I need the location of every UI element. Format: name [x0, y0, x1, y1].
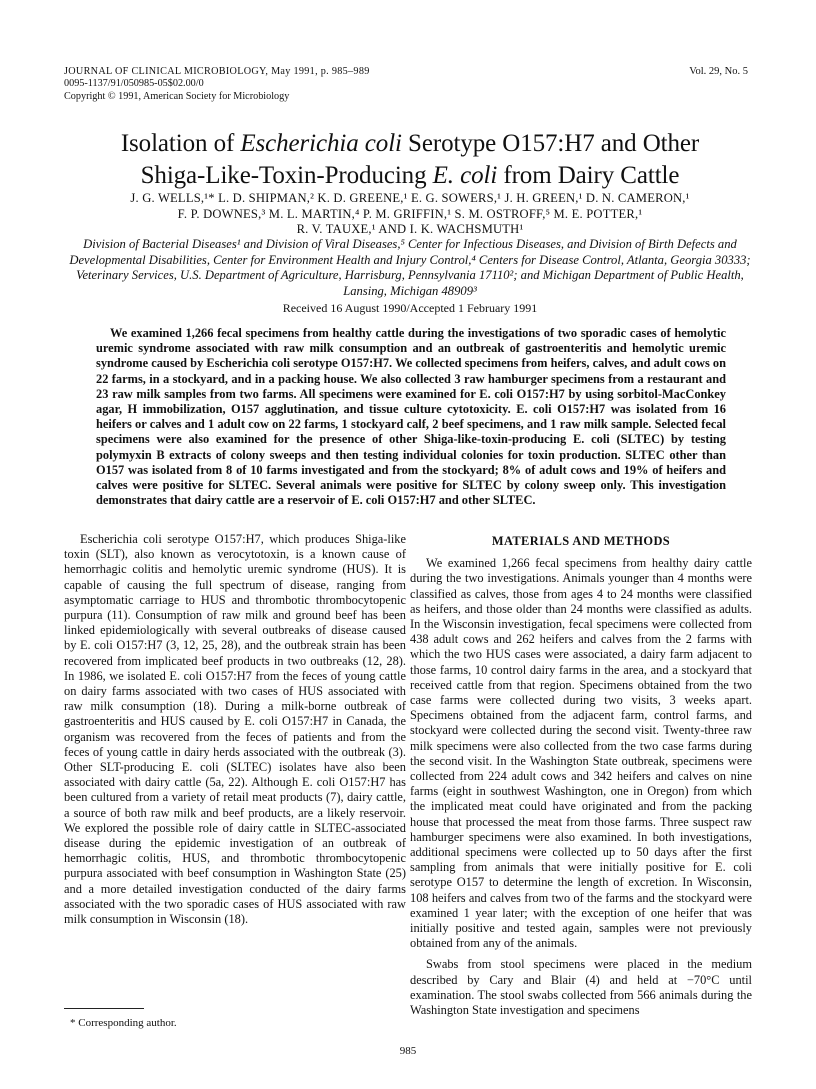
intro-paragraph: Escherichia coli serotype O157:H7, which produces Shiga-like toxin (SLT), also known as verocytotoxin, is a known cause of hemorrhagic colitis and hemolytic uremic syndrome (HUS). It is capable of causing the full spectrum of disease, ranging from asymptomatic carriage to HUS and thrombotic thrombocytopenic purpura (11). Consumption of raw milk and ground beef has been linked epidemiologically with several outbreaks of disease caused by E. coli O157:H7 (3, 12, 25, 28), and the outbreak strain has been recovered from implicated beef products in two outbreaks (12, 28). In 1986, we isolated E. coli O157:H7 from the feces of young cattle on dairy farms associated with two cases of HUS associated with raw milk consumption (18). During a milk-borne outbreak of gastroenteritis and HUS caused by E. coli O157:H7 in Canada, the organism was recovered from the feces of patients and from the feces of young cattle in dairy herds associated with the outbreak (3). Other SLT-producing E. coli (SLTEC) isolates have also been associated with dairy cattle (5a, 22). Although E. coli O157:H7 has been cultured from a variety of retail meat products (7), dairy cattle, a source of both raw milk and beef products, are a likely reservoir. We explored the possible role of dairy cattle in SLTEC-associated disease during the epidemic investigation of an outbreak of hemorrhagic colitis, HUS, and thrombotic thrombocytopenic purpura associated with beef consumption in Washington State (25) and a more detailed investigation conducted of the dairy farms associated with the two sporadic cases of HUS associated with raw milk consumption in Wisconsin (18).: [64, 532, 406, 927]
title-part-2: Serotype O157:H7 and Other Shiga-Like-Toxin-Producing: [140, 130, 700, 189]
volume-issue: Vol. 29, No. 5: [689, 66, 748, 77]
received-dates: Received 16 August 1990/Accepted 1 February 1991: [282, 301, 538, 315]
author-line-2: F. P. DOWNES,³ M. L. MARTIN,⁴ P. M. GRIFFIN,¹ S. M. OSTROFF,⁵ M. E. POTTER,¹: [177, 206, 643, 221]
paper-title: [90, 128, 730, 192]
methods-paragraph-2: Swabs from stool specimens were placed in the medium described by Cary and Blair (4) and held at −70°C until examination. The stool swabs collected from 566 animals during the Washington State investigation and specimens: [410, 957, 752, 1018]
section-heading-methods: MATERIALS AND METHODS: [491, 534, 671, 548]
author-line-1: J. G. WELLS,¹* L. D. SHIPMAN,² K. D. GREENE,¹ E. G. SOWERS,¹ J. H. GREEN,¹ D. N. CAMERON,¹: [130, 191, 690, 205]
footnote-divider: [64, 1008, 144, 1009]
left-column: [64, 532, 406, 927]
title-italic-2: E. coli: [432, 162, 498, 189]
title-part-1: Isolation of: [120, 130, 241, 157]
journal-citation: JOURNAL OF CLINICAL MICROBIOLOGY, May 1991, p. 985–989: [64, 66, 370, 77]
footnote-corresponding-author: * Corresponding author.: [70, 1017, 177, 1029]
title-part-3: from Dairy Cattle: [497, 162, 680, 189]
author-line-3: R. V. TAUXE,¹ AND I. K. WACHSMUTH¹: [296, 222, 524, 237]
title-italic-1: Escherichia coli: [240, 130, 402, 157]
article-code: 0095-1137/91/050985-05$02.00/0: [64, 78, 204, 90]
page-number: 985: [399, 1045, 417, 1057]
right-column: [410, 532, 752, 1018]
copyright: Copyright © 1991, American Society for Microbiology: [64, 90, 290, 102]
abstract: We examined 1,266 fecal specimens from healthy cattle during the investigations of two sporadic cases of hemolytic uremic syndrome associated with raw milk consumption and an outbreak of gastroenteritis and hemolytic uremic syndrome caused by Escherichia coli serotype O157:H7. We collected specimens from heifers, calves, and adult cows on 22 farms, in a stockyard, and in a packing house. We also collected 3 raw hamburger specimens from a restaurant and 23 raw milk samples from two farms. All specimens were examined for E. coli O157:H7 by using sorbitol-MacConkey agar, H immobilization, O157 agglutination, and tissue culture cytotoxicity. E. coli O157:H7 was isolated from 16 heifers or calves and 1 adult cow on 22 farms, 1 stockyard calf, 2 beef specimens, and 1 raw milk sample. Selected fecal specimens were also examined for the presence of other Shiga-like-toxin-producing E. coli (SLTEC) by testing polymyxin B extracts of colony sweeps and then testing individual colonies for toxin production. SLTEC other than O157 was isolated from 8 of 10 farms investigated and from the stockyard; 8% of adult cows and 19% of heifers and calves were positive for SLTEC. Several animals were positive for SLTEC by colony sweep only. This investigation demonstrates that dairy cattle are a reservoir of E. coli O157:H7 and other SLTEC.: [96, 326, 726, 508]
journal-header: [64, 66, 370, 103]
author-list: [60, 191, 760, 238]
methods-paragraph-1: We examined 1,266 fecal specimens from healthy dairy cattle during the two investigations. Animals younger than 4 months were classified as calves, those from ages 4 to 24 months were classified as heifers, and those older than 24 months were classified as adults. In the Wisconsin investigation, fecal specimens were collected from 438 adult cows and 262 heifers and calves from the 2 farms with which the two HUS cases were associated, a dairy farm adjacent to those farms, 10 control dairy farms in the area, and a stockyard that received cattle from that region. Specimens obtained from the two case farms were collected during two visits, 3 weeks apart. Specimens obtained from the adjacent farm, control farms, and stockyard were collected during the second visit. Twenty-three raw milk specimens were also collected from the two case farms during the second visit. In the Washington State outbreak, specimens were collected from 224 adult cows and 342 heifers and calves on nine farms (eight in southwest Washington, one in Oregon) from which the implicated meat could have originated and from the packing house that processed the meat from those farms. Three suspect raw hamburger specimens were also examined. In both investigations, additional specimens were collected up to 50 days after the first sampling from animals that were initially positive for E. coli serotype O157 to determine the length of excretion. In Wisconsin, 108 heifers and calves from two of the farms and the stockyard were examined 1 year later; with the exception of one heifer that was initially positive and tested again, samples were not previously obtained from any of the animals.: [410, 556, 752, 951]
affiliations: Division of Bacterial Diseases¹ and Division of Viral Diseases,⁵ Center for Infectious Diseases, and Division of Birth Defects and Developmental Disabilities, Center for Environment Health and Injury Control,⁴ Centers for Disease Control, Atlanta, Georgia 30333; Veterinary Services, U.S. Department of Agriculture, Harrisburg, Pennsylvania 17110²; and Michigan Department of Public Health, Lansing, Michigan 48909³: [69, 237, 751, 298]
